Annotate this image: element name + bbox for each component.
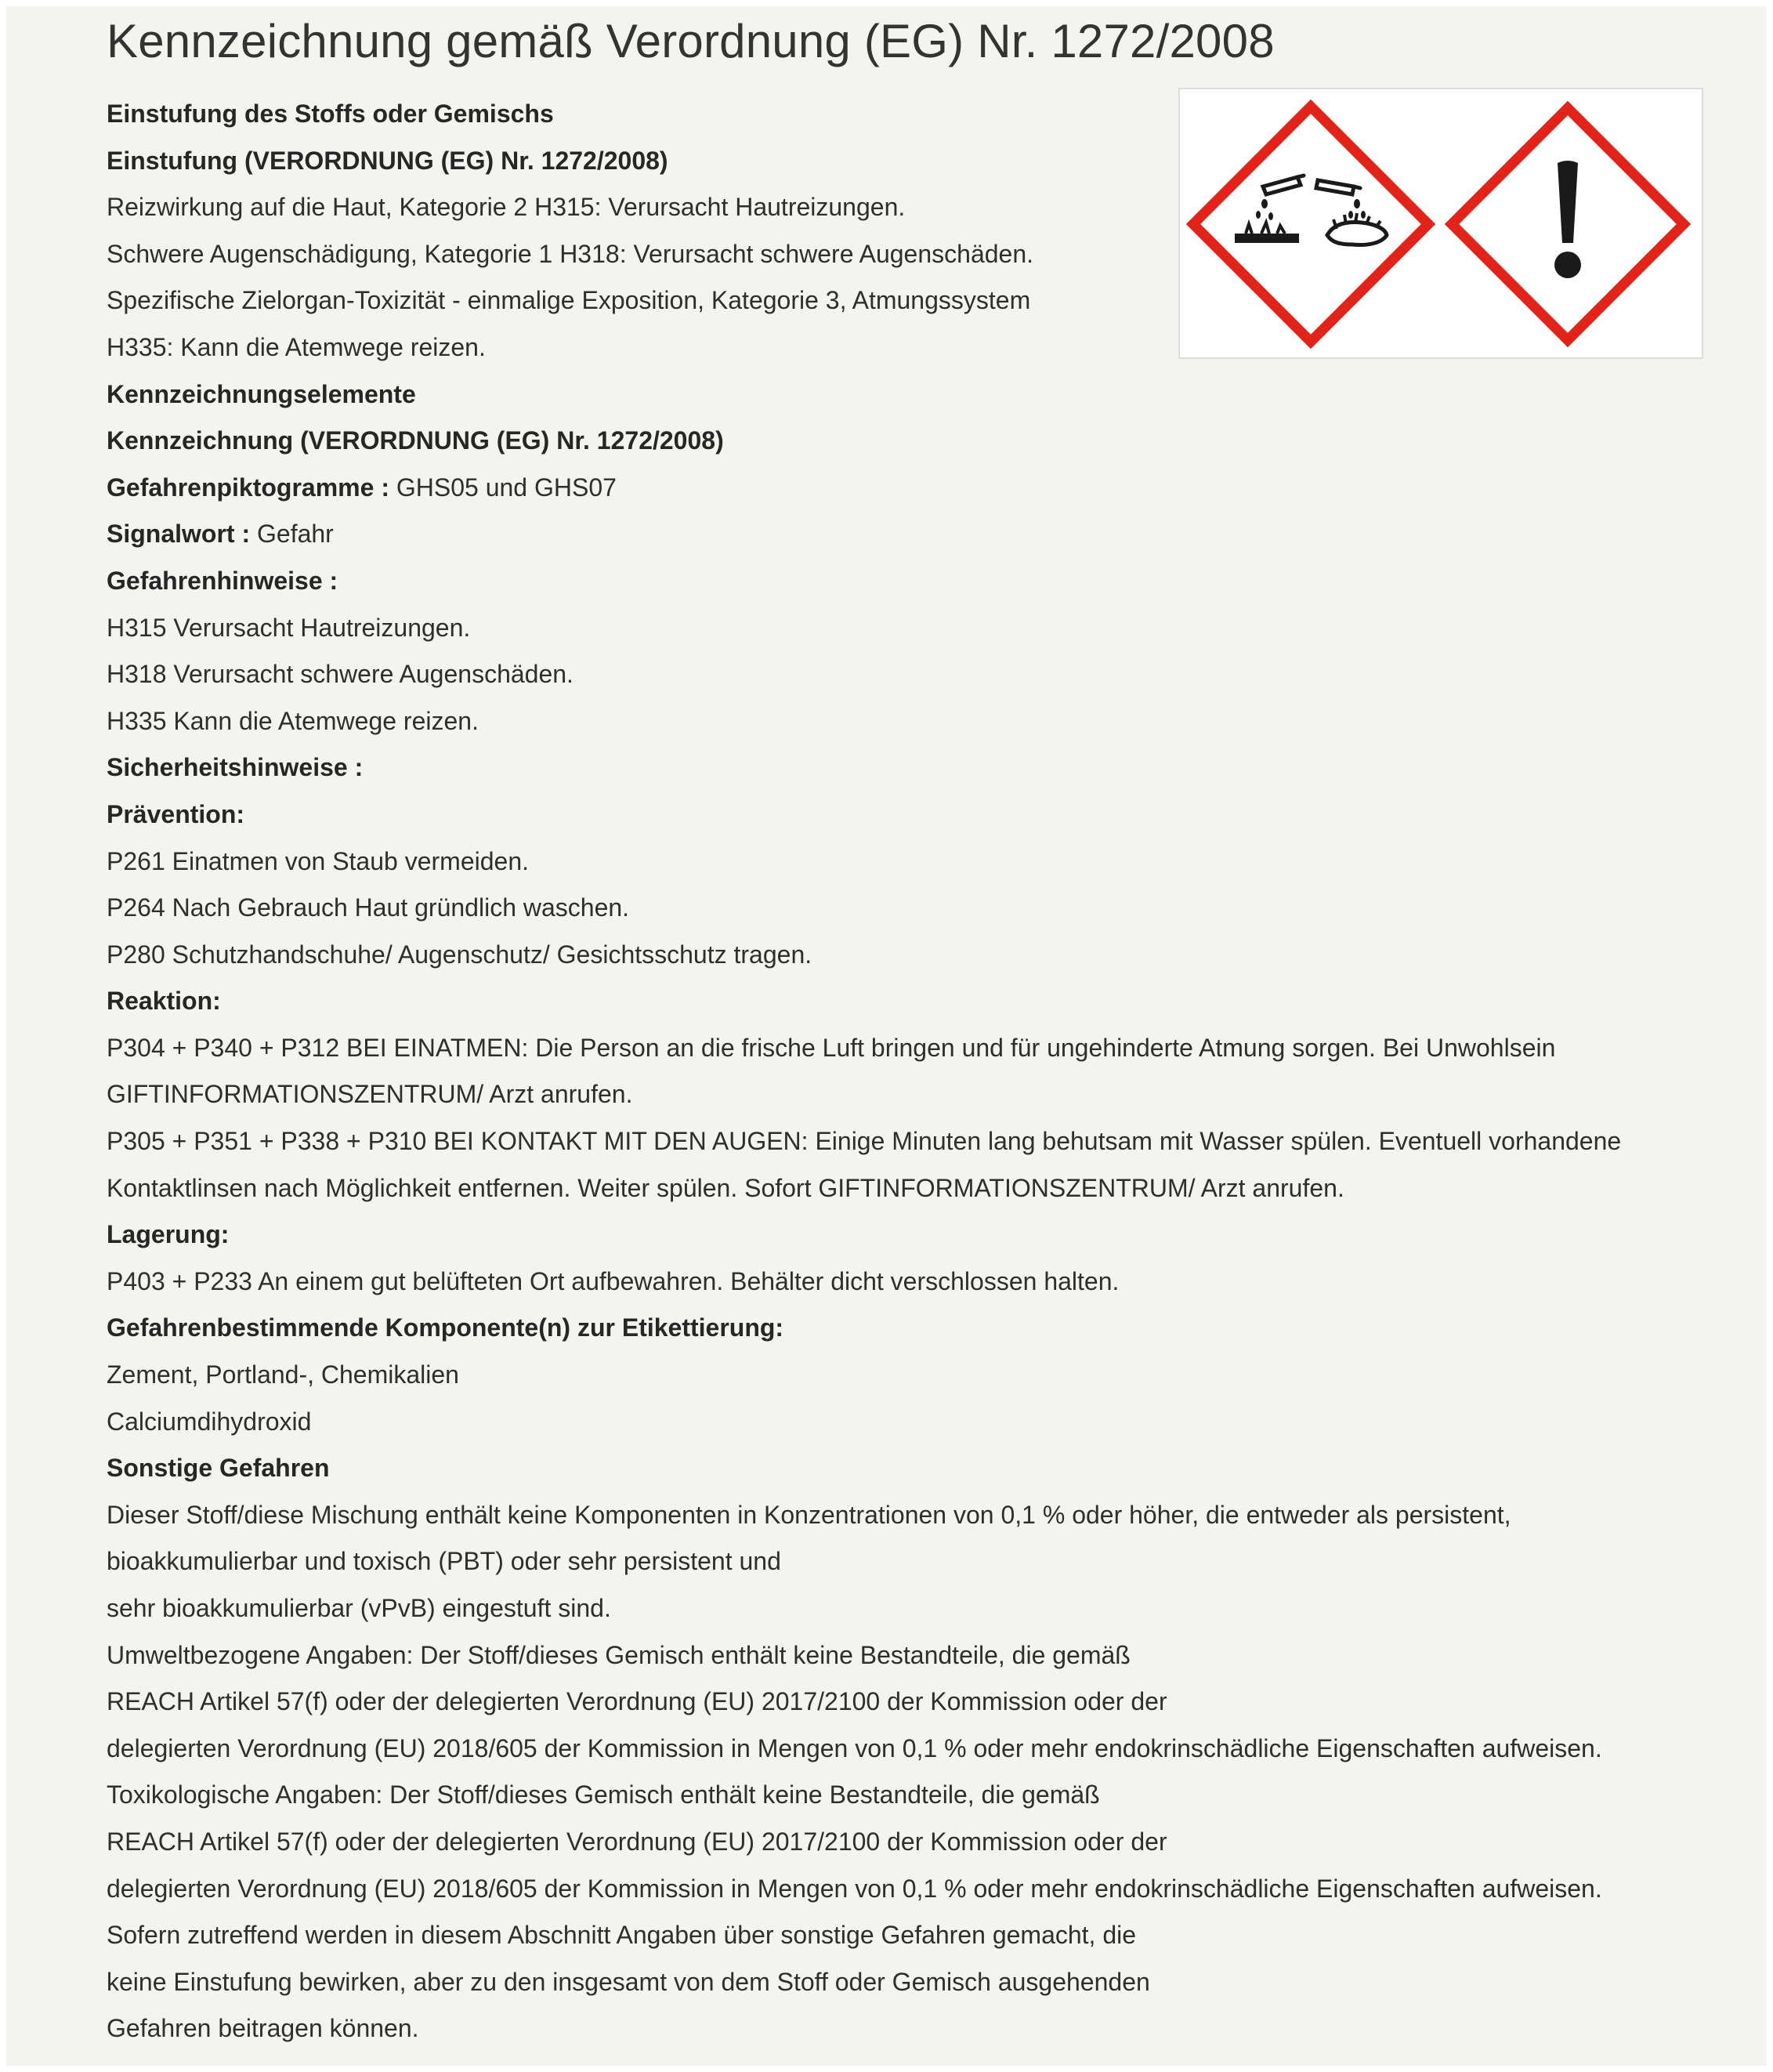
line-text: Schwere Augenschädigung, Kategorie 1 H318: Verursacht schwere Augenschäden. [107,239,1034,268]
text-line [107,1165,1752,1212]
section-heading [107,91,1752,138]
text-line [107,1726,1752,1773]
text-line [107,1538,1752,1585]
section-heading [107,791,1752,839]
text-line [107,1632,1752,1679]
text-line [107,465,1752,512]
line-label: Signalwort : [107,520,251,549]
line-label: Reaktion: [107,987,221,1016]
text-line [107,1866,1752,1913]
text-line [107,1772,1752,1819]
line-text: GHS05 und GHS07 [389,473,617,502]
line-text: Dieser Stoff/diese Mischung enthält keine Komponenten in Konzentrationen von 0,1 % oder höher, die entweder als persistent, [107,1500,1511,1529]
text-line [107,605,1752,652]
text-line [107,2005,1752,2052]
text-line [107,511,1752,558]
text-line [107,1679,1752,1726]
line-text: Kontaktlinsen nach Möglichkeit entfernen. Weiter spülen. Sofort GIFTINFORMATIONSZENTRUM/ Arzt anrufen. [107,1173,1344,1202]
line-text: Toxikologische Angaben: Der Stoff/dieses Gemisch enthält keine Bestandteile, die gemäß [107,1780,1100,1809]
text-line [107,1492,1752,1539]
section-heading [107,1445,1752,1492]
line-label: Prävention: [107,799,245,828]
text-line [107,698,1752,745]
line-label: Sicherheitshinweise : [107,753,364,782]
line-text: delegierten Verordnung (EU) 2018/605 der Kommission in Mengen von 0,1 % oder mehr endokrinschädliche Eigenschaften aufweisen. [107,1733,1602,1762]
line-label: Kennzeichnung (VERORDNUNG (EG) Nr. 1272/2008) [107,426,724,455]
line-text: P403 + P233 An einem gut belüfteten Ort aufbewahren. Behälter dicht verschlossen halten. [107,1266,1120,1295]
line-text: sehr bioakkumulierbar (vPvB) eingestuft sind. [107,1594,611,1622]
line-text: GIFTINFORMATIONSZENTRUM/ Arzt anrufen. [107,1080,633,1109]
line-text: H335 Kann die Atemwege reizen. [107,706,479,735]
text-line [107,1025,1752,1072]
text-line [107,1912,1752,1959]
text-line [107,1259,1752,1306]
text-line [107,651,1752,698]
line-text: Spezifische Zielorgan-Toxizität - einmalige Exposition, Kategorie 3, Atmungssystem [107,286,1031,315]
line-text: delegierten Verordnung (EU) 2018/605 der Kommission in Mengen von 0,1 % oder mehr endokrinschädliche Eigenschaften aufweisen. [107,1874,1602,1903]
line-text: H318 Verursacht schwere Augenschäden. [107,660,574,689]
line-text: Zement, Portland-, Chemikalien [107,1360,459,1389]
section-heading [107,558,1752,605]
text-line [107,184,1752,231]
document-page [6,6,1767,2066]
line-label: Gefahrenpiktogramme : [107,473,389,502]
line-text: P280 Schutzhandschuhe/ Augenschutz/ Gesichtsschutz tragen. [107,940,812,969]
text-line [107,231,1752,278]
text-line [107,1959,1752,2006]
section-heading [107,744,1752,791]
line-text: H335: Kann die Atemwege reizen. [107,332,486,361]
text-line [107,885,1752,932]
text-line [107,1399,1752,1446]
text-line [107,1118,1752,1165]
text-line [107,1352,1752,1399]
line-text: REACH Artikel 57(f) oder der delegierten Verordnung (EU) 2017/2100 der Kommission oder der [107,1687,1167,1716]
section-heading [107,978,1752,1025]
text-line [107,1819,1752,1866]
line-label: Einstufung des Stoffs oder Gemischs [107,100,554,128]
line-label: Lagerung: [107,1220,230,1249]
section-heading [107,418,1752,465]
line-label: Gefahrenbestimmende Komponente(n) zur Etikettierung: [107,1313,784,1342]
section-heading [107,1305,1752,1352]
section-heading [107,371,1752,418]
line-text: Reizwirkung auf die Haut, Kategorie 2 H315: Verursacht Hautreizungen. [107,193,906,222]
line-text: keine Einstufung bewirken, aber zu den insgesamt von dem Stoff oder Gemisch ausgehenden [107,1967,1150,1996]
line-text: Gefahr [250,520,334,549]
line-text: P261 Einatmen von Staub vermeiden. [107,846,529,875]
line-text: Gefahren beitragen können. [107,2014,419,2043]
line-text: Calciumdihydroxid [107,1407,312,1436]
label-content [107,91,1752,2052]
line-text: P304 + P340 + P312 BEI EINATMEN: Die Person an die frische Luft bringen und für ungehinderte Atmung sorgen. Bei Unwohlsein [107,1033,1556,1062]
page-title: Kennzeichnung gemäß Verordnung (EG) Nr. 1272/2008 [107,15,1275,67]
section-heading [107,138,1752,185]
line-label: Kennzeichnungselemente [107,379,416,408]
text-line [107,277,1752,324]
section-heading [107,1212,1752,1259]
line-text: P264 Nach Gebrauch Haut gründlich waschen. [107,893,630,922]
text-line [107,1585,1752,1632]
text-line [107,1071,1752,1118]
line-label: Einstufung (VERORDNUNG (EG) Nr. 1272/2008) [107,146,668,175]
line-text: Umweltbezogene Angaben: Der Stoff/dieses Gemisch enthält keine Bestandteile, die gemäß [107,1640,1131,1669]
text-line [107,324,1752,371]
text-line [107,839,1752,886]
line-label: Gefahrenhinweise : [107,566,338,595]
line-text: REACH Artikel 57(f) oder der delegierten Verordnung (EU) 2017/2100 der Kommission oder der [107,1827,1167,1856]
text-line [107,932,1752,979]
line-text: P305 + P351 + P338 + P310 BEI KONTAKT MIT DEN AUGEN: Einige Minuten lang behutsam mit Wasser spülen. Eventuell vorhandene [107,1127,1622,1156]
line-text: Sofern zutreffend werden in diesem Abschnitt Angaben über sonstige Gefahren gemacht, die [107,1921,1137,1950]
line-label: Sonstige Gefahren [107,1454,330,1483]
line-text: bioakkumulierbar und toxisch (PBT) oder sehr persistent und [107,1547,781,1576]
line-text: H315 Verursacht Hautreizungen. [107,613,471,642]
